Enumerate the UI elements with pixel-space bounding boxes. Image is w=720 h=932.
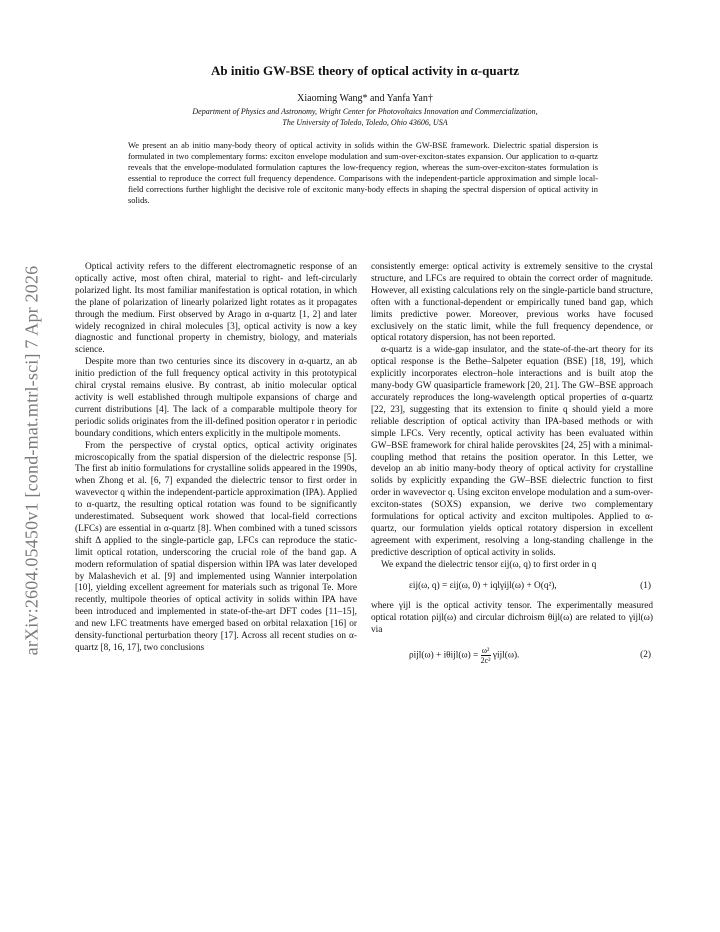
paper-authors: Xiaoming Wang* and Yanfa Yan† (297, 93, 433, 104)
equation-2-number: (2) (640, 649, 651, 660)
equation-2-lhs: ρijl(ω) + iθijl(ω) = (409, 650, 479, 661)
affiliation-line-2: The University of Toledo, Toledo, Ohio 43606, USA (282, 118, 448, 127)
paragraph: We expand the dielectric tensor εij(ω, q) to first order in q (381, 559, 597, 570)
equation-1-number: (1) (640, 580, 651, 591)
equation-2-body (409, 646, 519, 665)
paragraph: Optical activity refers to the different electromagnetic response of an optically active, most often chiral, material to right- and left-circularly polarized light. Its most familiar manifestation is optical rotation, in which the plane of polarization of linearly polarized light rotates as it propagates through the medium. First observed by Arago in α-quartz [1, 2] and later widely recognized in chiral molecules [3], optical activity is now a key diagnostic and functional property in chemistry, biology, and materials science. (75, 262, 357, 356)
affiliation-line-1: Department of Physics and Astronomy, Wright Center for Photovoltaics Innovation and Commercialization, (192, 107, 538, 116)
equation-1 (371, 581, 653, 593)
paragraph: where γijl is the optical activity tensor. The experimentally measured optical rotation ρijl(ω) and circular dichroism θijl(ω) are related to γijl(ω) via (371, 601, 653, 636)
arxiv-id-text: arXiv:2604.05450v1 [cond-mat.mtrl-sci] 7 Apr 2026 (21, 265, 42, 655)
equation-2-rhs: γijl(ω). (492, 650, 520, 661)
paragraph: α-quartz is a wide-gap insulator, and the state-of-the-art theory for its optical response is the Bethe–Salpeter equation (BSE) [18, 19], which explicitly incorporates electron–hole interactions and is built atop the many-body GW quasiparticle framework [20, 21]. The GW–BSE approach accurately reproduces the long-wavelength optical properties of α-quartz [22, 23], suggesting that its extension to finite q should yield a more reliable description of optical activity than IPA-based methods or with simple LFCs. Very recently, optical activity has been evaluated within GW–BSE framework for chiral halide perovskites [24, 25] with a minimal-coupling method that retains the position operator. In this Letter, we develop an ab initio many-body theory of optical activity for crystalline solids by explicitly expanding the GW–BSE dielectric function to first order in wavevector q. Using exciton envelope modulation and a sum-over-exciton-states (SOXS) expansion, we derive two complementary formulations for optical activity and exciton multipoles. Applied to α-quartz, our formulation yields optical rotatory dispersion in excellent agreement with experiment, resolving a long-standing challenge in the predictive description of optical activity in solids. (371, 345, 653, 558)
paragraph: consistently emerge: optical activity is extremely sensitive to the crystal structure, and LFCs are required to obtain the correct order of magnitude. However, all existing calculations rely on the single-particle band structure, often with a functional-dependent or empirically tuned band gap, which limits predictive power. Moreover, previous works have focused exclusively on the static limit, while the full frequency dependence, or optical rotatory dispersion, has not been reported. (371, 262, 653, 344)
fraction-numerator: ω² (481, 646, 490, 656)
paragraph: From the perspective of crystal optics, optical activity originates microscopically from the spatial dispersion of the dielectric response [5]. The first ab initio formulations for crystalline solids appeared in the 1990s, when Zhong et al. [6, 7] expanded the dielectric tensor to first order in wavevector q within the independent-particle approximation (IPA). Applied to α-quartz, the resulting optical rotation was found to be significantly underestimated. Subsequent work showed that local-field corrections (LFCs) are essential in α-quartz [8]. When combined with a tuned scissors shift Δ applied to the single-particle gap, LFCs can reproduce the static-limit optical rotation, underscoring the crucial role of the band gap. A modern reformulation of spatial dispersion within IPA was later developed by Malashevich et al. [9] and implemented using Wannier interpolation [10], yielding excellent agreement for materials such as trigonal Te. More recently, multipole theories of optical activity in solids within IPA have been introduced and implemented in state-of-the-art DFT codes [11–15], and new LFC treatments have emerged based on orbital relaxation [16] or density-functional perturbation theory [17]. Across all recent studies on α-quartz [8, 16, 17], two conclusions (75, 440, 357, 653)
right-column (371, 262, 653, 674)
abstract: We present an ab initio many-body theory of optical activity in solids within the GW-BSE framework. Dielectric spatial dispersion is formulated in two complementary forms: exciton envelope modulation and sum-over-exciton-states expansion. Our application to α-quartz reveals that the envelope-modulated formulation captures the low-frequency region, whereas the sum-over-exciton-states formulation is essential to reproduce the correct full frequency dependence. Comparisons with the independent-particle approximation and simple local-field corrections further highlight the decisive role of excitonic many-body effects in shaping the spectral dispersion of optical activity in solids. (128, 141, 598, 205)
equation-1-body: εij(ω, q) = εij(ω, 0) + iqlγijl(ω) + O(q²), (409, 580, 557, 591)
paper-title: Ab initio GW-BSE theory of optical activity in α-quartz (211, 63, 519, 78)
left-column (75, 262, 357, 655)
equation-2 (371, 646, 653, 665)
paragraph: Despite more than two centuries since its discovery in α-quartz, an ab initio prediction of the full frequency optical activity in this prototypical chiral crystal remains elusive. By contrast, ab initio molecular optical activity is well established through multipole expansions of charge and current distributions [4]. The lack of a comparable multipole theory for periodic solids originates from the ill-defined position operator r in periodic boundary conditions, which enters explicitly in the multipole moments. (75, 357, 357, 439)
equation-2-fraction (481, 646, 491, 665)
arxiv-identifier (20, 210, 44, 710)
author-affiliation (95, 106, 635, 128)
fraction-denominator: 2c² (480, 656, 491, 666)
